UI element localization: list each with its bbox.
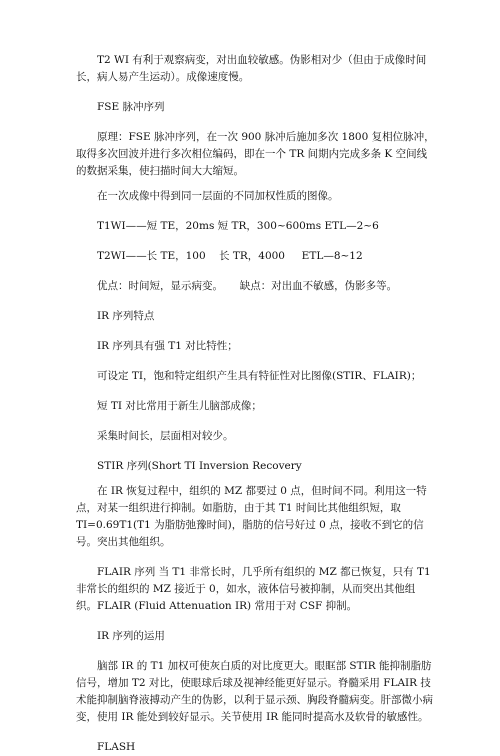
pros-cons-line: 优点：时间短，显示病变。 缺点：对出血不敏感，伪影多等。 <box>97 280 398 292</box>
ir-feature-2: 可设定 TI，饱和特定组织产生具有特征性对比图像(STIR、FLAIR)； <box>97 370 422 382</box>
stir-paragraph: 在 IR 恢复过程中，组织的 MZ 都要过 0 点，但时间不同。利用这一特点，对某一组织进行抑制。如脂肪，由于其 T1 时间比其他组织短，取 TI=0.69T1(T1 为脂肪弛豫时间)，脂肪的信号好过 0 点，接收不到它的信号。突出其他组织。 <box>76 485 427 548</box>
ir-use-paragraph: 脑部 IR 的 T1 加权可使灰白质的对比度更大。眼眶部 STIR 能抑制脂肪信号，增加 T2 对比，使眼球后球及视神经能更好显示。脊髓采用 FLAIR 技术能抑制脑脊液搏动产生的伪影，以利于显示颈、胸段脊髓病变。肝部微小病变，使用 IR 能处到较好显示。关节使用 IR 能同时提高水及软骨的敏感性。 <box>76 660 433 723</box>
ir-feature-1: IR 序列具有强 T1 对比特性； <box>97 340 238 352</box>
flair-paragraph: FLAIR 序列 当 T1 非常长时，几乎所有组织的 MZ 都已恢复，只有 T1 非常长的组织的 MZ 接近于 0，如水，液体信号被抑制，从而突出其他组织。FLAIR (Fluid Attenuation IR) 常用于对 CSF 抑制。 <box>76 566 431 612</box>
weighted-images-paragraph: 在一次成像中得到同一层面的不同加权性质的图像。 <box>97 190 339 202</box>
ir-heading: IR 序列特点 <box>97 310 155 322</box>
ir-use-heading: IR 序列的运用 <box>97 630 165 642</box>
t2wi-paragraph: T2 WI 有利于观察病变，对出血较敏感。伪影相对少（但由于成像时间长，病人易产生运动）。成像速度慢。 <box>76 54 427 83</box>
stir-heading: STIR 序列(Short TI Inversion Recovery <box>97 460 302 472</box>
fse-heading: FSE 脉冲序列 <box>97 101 165 113</box>
t1wi-params: T1WI——短 TE，20ms 短 TR，300~600ms ETL—2~6 <box>97 220 379 232</box>
t2wi-params: T2WI——长 TE，100 长 TR，4000 ETL—8~12 <box>97 250 363 262</box>
fse-principle-paragraph: 原理：FSE 脉冲序列，在一次 900 脉冲后施加多次 1800 复相位脉冲，取得多次回波并进行多次相位编码，即在一个 TR 间期内完成多条 K 空间线的数据采集，使扫描时间大大缩短。 <box>76 131 435 177</box>
ir-feature-3: 短 TI 对比常用于新生儿脑部成像； <box>97 400 262 412</box>
ir-feature-4: 采集时间长，层面相对较少。 <box>97 430 234 442</box>
flash-heading: FLASH <box>97 741 136 753</box>
